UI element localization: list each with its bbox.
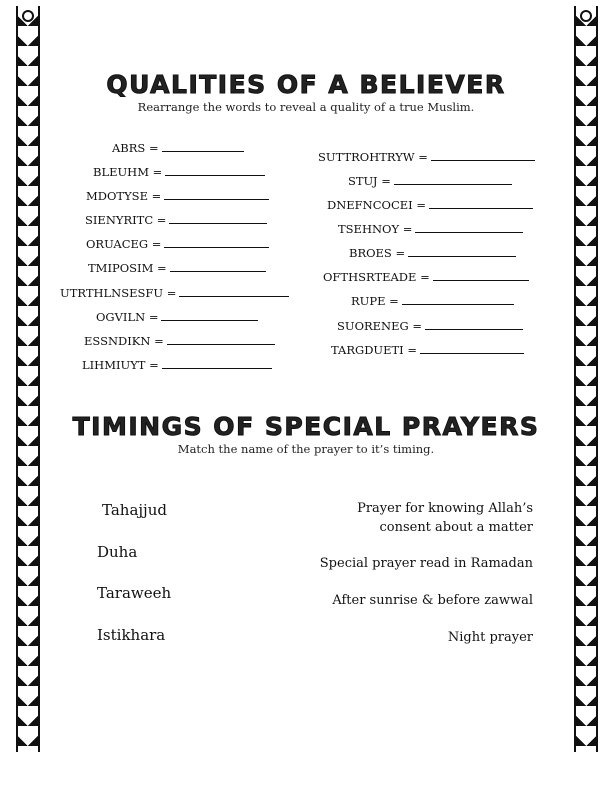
answer-blank[interactable]	[170, 261, 266, 272]
scramble-item: OFTHSRTEADE =	[323, 270, 529, 284]
prayer-timing[interactable]	[332, 591, 533, 610]
scramble-item: BLEUHM =	[93, 165, 265, 179]
scramble-item: TSEHNOY =	[338, 222, 523, 236]
timing-line: Night prayer	[447, 630, 533, 645]
prayer-name[interactable]: Duha	[97, 543, 138, 561]
scramble-item: TMIPOSIM =	[88, 261, 266, 275]
answer-blank[interactable]	[165, 165, 265, 176]
prayer-timing[interactable]	[320, 554, 533, 573]
prayers-subtitle: Match the name of the prayer to it’s timing.	[177, 442, 435, 456]
scramble-item: SUORENEG =	[337, 319, 523, 333]
answer-blank[interactable]	[167, 334, 275, 345]
prayer-name[interactable]: Tahajjud	[102, 501, 167, 519]
left-decorative-border	[16, 6, 40, 752]
answer-blank[interactable]	[415, 222, 523, 233]
scramble-item: ESSNDIKN =	[84, 334, 275, 348]
answer-blank[interactable]	[429, 198, 533, 209]
timing-line: Prayer for knowing Allah’s	[357, 501, 533, 516]
prayers-title: TIMINGS OF SPECIAL PRAYERS	[72, 412, 540, 441]
scramble-item: STUJ =	[348, 174, 512, 188]
timing-line: consent about a matter	[379, 520, 533, 535]
answer-blank[interactable]	[164, 237, 269, 248]
scramble-item: MDOTYSE =	[86, 189, 269, 203]
left-hole-icon	[22, 10, 34, 22]
answer-blank[interactable]	[179, 286, 289, 297]
scramble-item: SIENYRITC =	[85, 213, 267, 227]
answer-blank[interactable]	[425, 319, 523, 330]
scramble-item: LIHMIUYT =	[82, 358, 272, 372]
answer-blank[interactable]	[169, 213, 267, 224]
answer-blank[interactable]	[431, 150, 535, 161]
scramble-item: ABRS =	[112, 141, 244, 155]
answer-blank[interactable]	[164, 189, 269, 200]
scramble-item: UTRTHLNSESFU =	[60, 286, 289, 300]
qualities-subtitle: Rearrange the words to reveal a quality of a true Muslim.	[137, 100, 475, 114]
prayer-timing[interactable]	[357, 499, 533, 537]
answer-blank[interactable]	[420, 343, 524, 354]
prayer-name[interactable]: Taraweeh	[97, 584, 172, 602]
answer-blank[interactable]	[162, 358, 272, 369]
scramble-item: SUTTROHTRYW =	[318, 150, 535, 164]
right-hole-icon	[580, 10, 592, 22]
answer-blank[interactable]	[408, 246, 516, 257]
prayer-timing[interactable]	[448, 628, 533, 647]
timing-line: After sunrise & before zawwal	[332, 593, 533, 608]
answer-blank[interactable]	[433, 270, 529, 281]
timing-line: Special prayer read in Ramadan	[319, 556, 533, 571]
scramble-item: DNEFNCOCEI =	[327, 198, 533, 212]
scramble-item: OGVILN =	[96, 310, 258, 324]
answer-blank[interactable]	[402, 294, 514, 305]
qualities-title: QUALITIES OF A BELIEVER	[106, 70, 506, 99]
answer-blank[interactable]	[162, 141, 244, 152]
scramble-item: ORUACEG =	[86, 237, 269, 251]
answer-blank[interactable]	[161, 310, 258, 321]
answer-blank[interactable]	[394, 174, 512, 185]
right-decorative-border	[574, 6, 598, 752]
scramble-item: TARGDUETI =	[331, 343, 524, 357]
prayer-name[interactable]: Istikhara	[97, 626, 166, 644]
scramble-item: BROES =	[349, 246, 516, 260]
scramble-item: RUPE =	[351, 294, 514, 308]
